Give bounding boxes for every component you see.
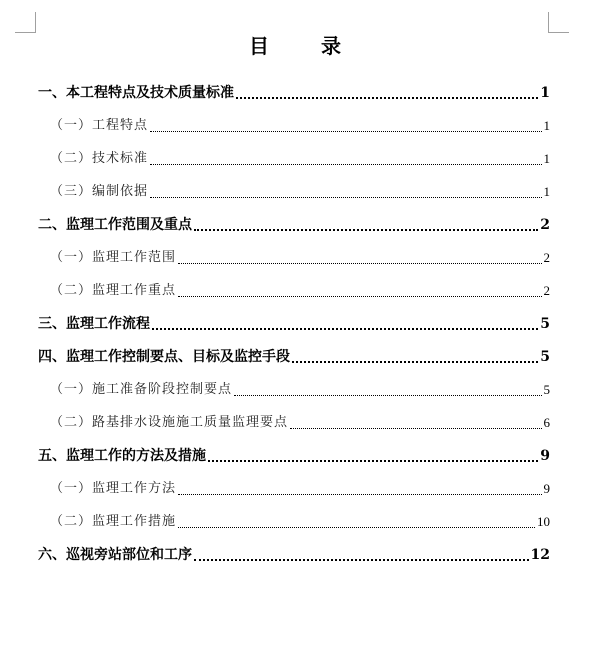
toc-dot-leader [290,427,541,429]
toc-entry-page-number: 2 [543,250,550,265]
toc-dot-leader [178,526,535,528]
toc-entry-page-number: 5 [543,382,550,397]
toc-entry-label: （二）路基排水设施施工质量监理要点 [50,415,289,430]
toc-entry-section[interactable] [38,466,550,499]
toc-entry-section[interactable] [38,235,550,268]
toc-entry-label: 一、本工程特点及技术质量标准 [38,85,234,101]
toc-entry-label: 二、监理工作范围及重点 [38,217,192,233]
toc-entry-page-number: 10 [537,514,550,529]
toc-entry-label: （二）技术标准 [50,151,149,166]
toc-entry-page-number: 6 [543,415,550,430]
toc-dot-leader [150,130,541,132]
toc-entry-section[interactable] [38,499,550,532]
toc-dot-leader [178,493,541,495]
toc-dot-leader [236,96,538,99]
toc-dot-leader [178,295,541,297]
toc-entry-label: 四、监理工作控制要点、目标及监控手段 [38,349,290,365]
toc-entry-chapter[interactable] [38,433,550,466]
toc-dot-leader [292,360,538,363]
toc-entry-page-number: 1 [543,118,550,133]
toc-entry-section[interactable] [38,169,550,202]
toc-entry-label: 三、监理工作流程 [38,316,150,332]
toc-entry-chapter[interactable] [38,334,550,367]
toc-entry-label: （二）监理工作措施 [50,514,177,529]
toc-title: 目 录 [249,34,357,58]
toc-entry-label: （一）监理工作方法 [50,481,177,496]
toc-dot-leader [178,262,541,264]
toc-entry-label: （一）工程特点 [50,118,149,133]
toc-dot-leader [152,327,538,330]
toc-dot-leader [194,558,529,561]
toc-entry-page-number: 5 [540,349,550,365]
toc-entry-label: （三）编制依据 [50,184,149,199]
toc-entry-label: 五、监理工作的方法及措施 [38,448,206,464]
toc-entry-section[interactable] [38,136,550,169]
toc-entry-label: （一）施工准备阶段控制要点 [50,382,233,397]
toc-dot-leader [150,163,541,165]
toc-entry-chapter[interactable] [38,532,550,565]
toc-entry-page-number: 12 [530,547,550,563]
toc-entry-section[interactable] [38,268,550,301]
toc-entry-page-number: 9 [540,448,550,464]
toc-entry-section[interactable] [38,400,550,433]
toc-entry-label: 六、巡视旁站部位和工序 [38,547,192,563]
toc-entry-chapter[interactable] [38,202,550,235]
table-of-contents [38,70,550,565]
toc-entry-page-number: 2 [543,283,550,298]
toc-entry-chapter[interactable] [38,70,550,103]
toc-dot-leader [234,394,541,396]
toc-dot-leader [150,196,541,198]
toc-entry-section[interactable] [38,103,550,136]
toc-entry-page-number: 2 [540,217,550,233]
toc-entry-label: （一）监理工作范围 [50,250,177,265]
toc-entry-page-number: 9 [543,481,550,496]
toc-entry-page-number: 1 [540,85,550,101]
toc-entry-page-number: 1 [543,184,550,199]
toc-entry-page-number: 5 [540,316,550,332]
toc-entry-section[interactable] [38,367,550,400]
toc-entry-chapter[interactable] [38,301,550,334]
toc-entry-page-number: 1 [543,151,550,166]
toc-dot-leader [194,228,538,231]
toc-dot-leader [208,459,538,462]
toc-entry-label: （二）监理工作重点 [50,283,177,298]
